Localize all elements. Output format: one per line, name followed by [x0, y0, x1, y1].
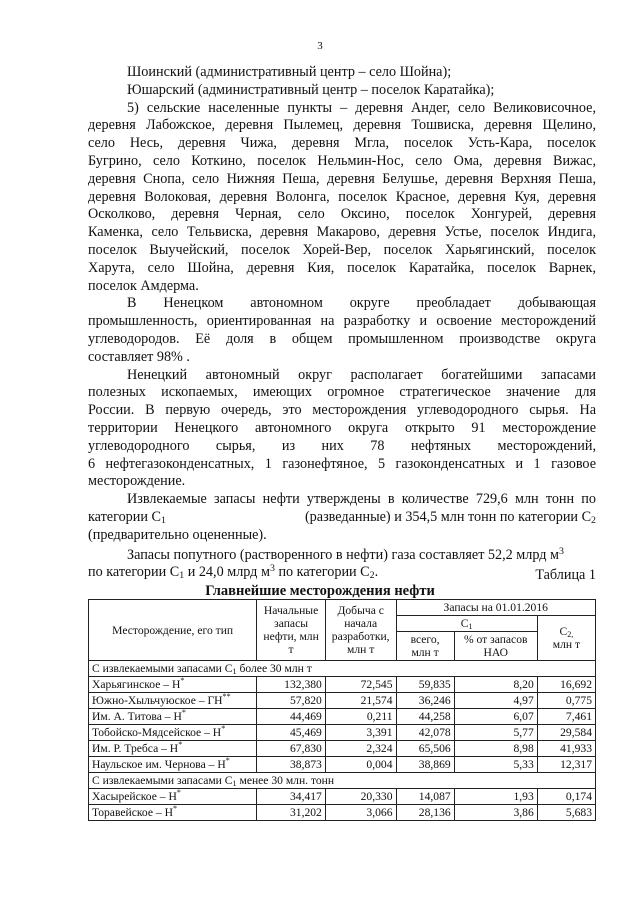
text-line: Осколково, деревня Черная, село Оксино, поселок Хонгурей, деревня: [88, 206, 596, 223]
cell-produced: 72,545: [325, 677, 396, 693]
group-row: С извлекаемыми запасами $С_1$ более 30 млн т: [89, 661, 596, 677]
table-row: [89, 693, 596, 709]
text-line: Извлекаемые запасы нефти утверждены в количестве 729,6 млн тонн по: [127, 491, 596, 508]
table-title: Главнейшие месторождения нефти: [205, 583, 435, 599]
cell-produced: 0,004: [325, 757, 396, 773]
table-row: [89, 709, 596, 725]
cell-pct: 5,33: [454, 757, 537, 773]
text-line: составляет 98% .: [88, 348, 190, 365]
cell-total: 65,506: [396, 741, 454, 757]
cell-c2: 7,461: [537, 709, 595, 725]
text-line: месторождение.: [88, 473, 186, 490]
cell-produced: 3,066: [325, 805, 396, 821]
text-line: Каменка, село Тельвиска, деревня Макарово, деревня Устье, поселок Индига,: [88, 224, 596, 241]
cell-initial: 31,202: [257, 805, 326, 821]
header-initial: Начальные запасы нефти, млн т: [257, 600, 326, 661]
cell-c2: 16,692: [537, 677, 595, 693]
text-line: Шоинский (административный центр – село Шойна);: [127, 64, 452, 80]
cell-total: 42,078: [396, 725, 454, 741]
cell-c2: 0,775: [537, 693, 595, 709]
header-reserves-date: Запасы на 01.01.2016: [396, 600, 596, 616]
cell-pct: 8,98: [454, 741, 537, 757]
text-line: углеводородного сырья, из них 78 нефтяных месторождений,: [88, 437, 596, 454]
text-line-gas: Запасы попутного (растворенного в нефти) газа составляет 52,2 млрд $м^3$: [127, 545, 564, 563]
cell-produced: 20,330: [325, 789, 396, 805]
cell-initial: 34,417: [257, 789, 326, 805]
header-pct: % от запасов НАО: [454, 632, 537, 661]
text-line-categories: [88, 509, 596, 527]
body-text: [88, 64, 596, 582]
text-line: поселок Амдерма.: [88, 277, 199, 294]
cell-initial: 67,830: [257, 741, 326, 757]
text-line: Харута, село Шойна, деревня Кия, поселок Каратайка, поселок Варнек,: [88, 259, 596, 276]
cell-name: Торавейское – Н*: [89, 805, 257, 821]
cell-name: Тобойско-Мядсейское – Н*: [89, 725, 257, 741]
cell-pct: 3,86: [454, 805, 537, 821]
text-line: 6 нефтегазоконденсатных, 1 газонефтяное, 5 газоконденсатных и 1 газовое: [88, 455, 596, 472]
cell-initial: 38,873: [257, 757, 326, 773]
cell-pct: 5,77: [454, 725, 537, 741]
text-line: (предварительно оцененные).: [88, 526, 267, 543]
text-fragment: категории $С_1$: [88, 508, 166, 526]
cell-name: Хасырейское – Н*: [89, 789, 257, 805]
cell-name: Им. А. Титова – Н*: [89, 709, 257, 725]
cell-produced: 21,574: [325, 693, 396, 709]
table-row: [89, 757, 596, 773]
header-c2: $С_{2,}$ млн т: [537, 616, 595, 661]
text-line: поселок Выучейский, поселок Хорей-Вер, поселок Харьягинский, поселок: [88, 241, 596, 258]
table-row: [89, 741, 596, 757]
cell-produced: 2,324: [325, 741, 396, 757]
header-c1: $С_1$: [396, 616, 537, 632]
cell-initial: 132,380: [257, 677, 326, 693]
text-line: углеводородов. Её доля в общем промышленном производстве округа: [88, 330, 596, 347]
text-line: Бугрино, село Коткино, поселок Нельмин-Нос, село Ома, деревня Вижас,: [88, 152, 596, 169]
text-line: 5) сельские населенные пункты – деревня Андег, село Великовисочное,: [127, 99, 596, 116]
text-line: деревня Волоковая, деревня Волонга, поселок Красное, деревня Куя, деревня: [88, 188, 596, 205]
cell-total: 44,258: [396, 709, 454, 725]
oil-fields-table: [88, 599, 596, 821]
cell-total: 28,136: [396, 805, 454, 821]
text-line: деревня Лабожское, деревня Пылемец, деревня Тошвиска, деревня Щелино,: [88, 117, 596, 134]
cell-total: 14,087: [396, 789, 454, 805]
text-line: промышленность, ориентированная на разработку и освоение месторождений: [88, 313, 596, 330]
table-row: [89, 677, 596, 693]
table-row: [89, 789, 596, 805]
cell-produced: 0,211: [325, 709, 396, 725]
text-line-gas-cat: по категории $С_1$ и 24,0 млрд $м^3$ по категории $С_2$.: [88, 564, 379, 582]
cell-initial: 45,469: [257, 725, 326, 741]
table-row: [89, 805, 596, 821]
table-caption: Таблица 1: [535, 567, 596, 583]
cell-pct: 8,20: [454, 677, 537, 693]
cell-c2: 29,584: [537, 725, 595, 741]
cell-name: Южно-Хыльчуюское – ГН**: [89, 693, 257, 709]
cell-name: Им. Р. Требса – Н*: [89, 741, 257, 757]
cell-initial: 57,820: [257, 693, 326, 709]
text-line: Ненецкий автономный округ располагает богатейшими запасами: [127, 366, 596, 383]
text-line: территории Ненецкого автономного округа открыто 91 месторождение: [88, 419, 596, 436]
cell-c2: 0,174: [537, 789, 595, 805]
text-fragment: (разведанные) и 354,5 млн тонн по категории $С_2$: [304, 508, 596, 526]
header-total: всего, млн т: [396, 632, 454, 661]
group-row: С извлекаемыми запасами $С_1$ менее 30 млн. тонн: [89, 773, 596, 789]
text-line: деревня Снопа, село Нижняя Пеша, деревня Белушье, деревня Верхняя Пеша,: [88, 170, 596, 187]
cell-name: Харьягинское – Н*: [89, 677, 257, 693]
cell-initial: 44,469: [257, 709, 326, 725]
cell-produced: 3,391: [325, 725, 396, 741]
table-row: [89, 725, 596, 741]
cell-c2: 41,933: [537, 741, 595, 757]
cell-pct: 6,07: [454, 709, 537, 725]
cell-total: 38,869: [396, 757, 454, 773]
text-line: В Ненецком автономном округе преобладает добывающая: [127, 295, 596, 312]
cell-total: 36,246: [396, 693, 454, 709]
cell-pct: 1,93: [454, 789, 537, 805]
cell-total: 59,835: [396, 677, 454, 693]
text-line: России. В первую очередь, это месторождения углеводородного сырья. На: [88, 402, 596, 419]
cell-name: Наульское им. Чернова – Н*: [89, 757, 257, 773]
header-produced: Добыча с начала разработки, млн т: [325, 600, 396, 661]
cell-c2: 5,683: [537, 805, 595, 821]
text-line: село Несь, деревня Чижа, деревня Мгла, поселок Усть-Кара, поселок: [88, 135, 596, 152]
cell-c2: 12,317: [537, 757, 595, 773]
text-line: Юшарский (административный центр – поселок Каратайка);: [127, 81, 495, 98]
header-field: Месторождение, его тип: [89, 600, 257, 661]
cell-pct: 4,97: [454, 693, 537, 709]
page-number: 3: [317, 40, 323, 52]
text-line: полезных ископаемых, имеющих огромное стратегическое значение для: [88, 384, 596, 401]
